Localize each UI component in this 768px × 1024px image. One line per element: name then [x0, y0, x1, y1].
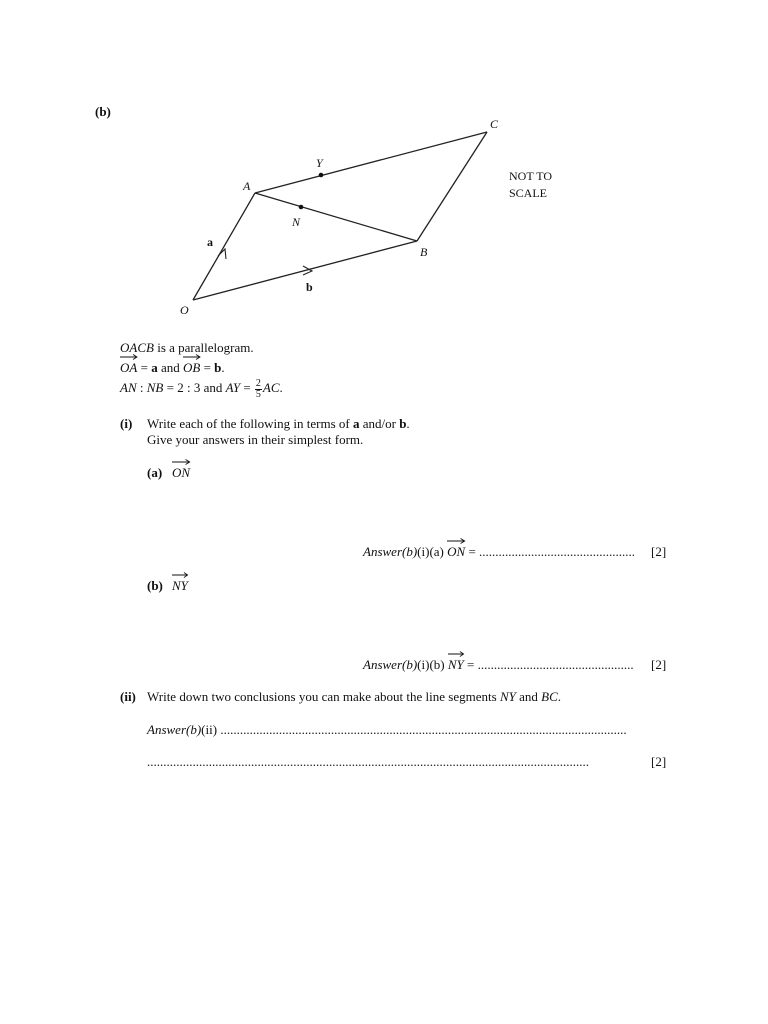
equals-sign: =: [465, 544, 480, 559]
sub-a-label: (a): [147, 465, 163, 480]
segment-ab: [255, 193, 417, 241]
and-text: and: [157, 360, 183, 375]
side-ob: [193, 241, 417, 300]
period: .: [221, 360, 225, 375]
equals-sign: =: [240, 380, 254, 395]
label-y: Y: [316, 156, 323, 170]
side-cb: [417, 132, 487, 241]
period: .: [406, 416, 410, 431]
answer-ii-line-2: [147, 754, 589, 769]
equals-sign: =: [137, 360, 152, 375]
sub-b-label: (b): [147, 578, 163, 593]
segment-ay: AY: [225, 380, 241, 395]
sub-a-vector: [172, 465, 190, 480]
vector-ob: OB: [183, 360, 200, 375]
vector-label-b: b: [306, 280, 313, 294]
vector-a-bold: a: [151, 360, 158, 375]
vector-ny: NY: [172, 578, 188, 593]
given-line-2: [120, 360, 225, 375]
equals-sign: =: [463, 657, 478, 672]
answer-prefix: Answer(b): [363, 657, 418, 672]
answer-prefix: Answer(b): [363, 544, 418, 559]
not-to-scale-line2: SCALE: [509, 186, 548, 200]
segment-ny: NY: [499, 689, 516, 704]
answer-suffix: (ii): [201, 722, 221, 737]
label-c: C: [490, 117, 499, 131]
answer-prefix: Answer(b): [147, 722, 202, 737]
side-ac: [255, 132, 487, 193]
instruction-text: and/or: [359, 416, 400, 431]
side-oa: [193, 193, 255, 300]
vector-on: ON: [447, 544, 465, 559]
sub-b-vector: [172, 578, 188, 593]
part-i-label: (i): [120, 416, 133, 431]
marks-i-b: [2]: [651, 657, 667, 672]
instruction-text: Write each of the following in terms of: [147, 416, 353, 431]
answer-i-a-field[interactable]: ................................................: [479, 544, 636, 559]
part-ii-instruction: [147, 689, 561, 704]
segment-nb: NB: [146, 380, 164, 395]
given-line-1-text: is a parallelogram.: [153, 340, 254, 355]
answer-i-a-line: [363, 544, 635, 559]
answer-i-b-field[interactable]: ................................................: [477, 657, 634, 672]
answer-ii-field-1[interactable]: .............................................................................................................................: [220, 722, 627, 737]
label-b: B: [420, 245, 428, 259]
vector-label-a: a: [207, 235, 213, 249]
part-ii-label: (ii): [120, 689, 136, 704]
answer-ii-field-2[interactable]: ........................................................................................................................................: [147, 754, 589, 769]
parallelogram-diagram: [0, 0, 768, 330]
not-to-scale-line1: NOT TO: [509, 169, 553, 183]
instruction-text: Write down two conclusions you can make about the line segments: [147, 689, 500, 704]
label-n: N: [292, 215, 301, 229]
parallelogram-name: OACB: [120, 340, 154, 355]
given-line-3: [120, 377, 283, 400]
part-i-instruction-2: Give your answers in their simplest form.: [147, 432, 364, 447]
vector-a-bold: a: [352, 416, 360, 431]
label-a: A: [243, 179, 251, 193]
marks-i-a: [2]: [651, 544, 667, 559]
equals-sign: =: [200, 360, 215, 375]
segment-bc: BC: [541, 689, 558, 704]
answer-suffix: (i)(a): [417, 544, 448, 559]
segment-ac: AC: [262, 380, 280, 395]
point-n: [299, 205, 304, 210]
point-y: [319, 173, 324, 178]
label-o: O: [180, 303, 189, 317]
vector-b-bold: b: [214, 360, 222, 375]
and-text: and: [515, 689, 542, 704]
colon: :: [136, 380, 147, 395]
given-line-1: [120, 340, 254, 355]
answer-ii-line-1: [147, 722, 627, 737]
marks-ii: [2]: [651, 754, 667, 769]
segment-an: AN: [120, 380, 137, 395]
vector-oa: OA: [120, 360, 137, 375]
ratio-text: = 2 : 3 and: [163, 380, 226, 395]
vector-b-bold: b: [399, 416, 407, 431]
period: .: [557, 689, 561, 704]
part-label: (b): [95, 104, 111, 119]
answer-suffix: (i)(b): [417, 657, 448, 672]
part-i-instruction-1: [147, 416, 410, 431]
vector-ny: NY: [448, 657, 464, 672]
fraction-two-fifths: $\frac{2}{5}$: [255, 377, 261, 400]
answer-i-b-line: [363, 657, 634, 672]
vector-on: ON: [172, 465, 190, 480]
period: .: [279, 380, 283, 395]
